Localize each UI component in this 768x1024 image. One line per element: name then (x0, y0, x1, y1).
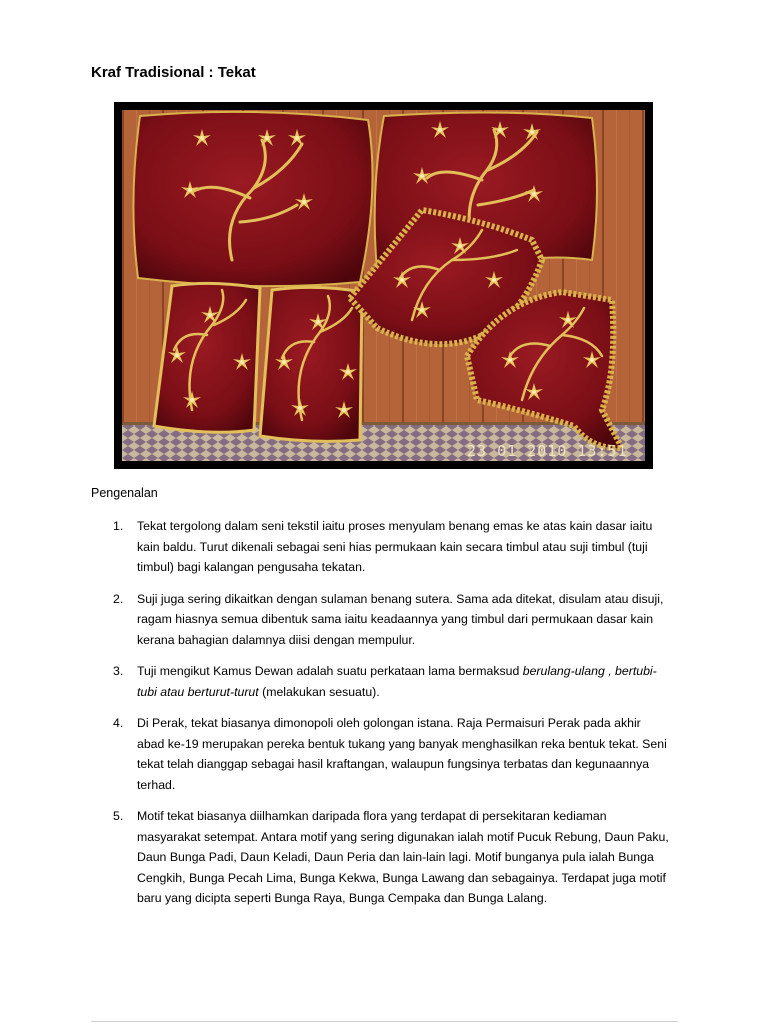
list-number: 2. (113, 591, 124, 606)
tekat-photo (114, 102, 653, 469)
list-text-b: (melakukan sesuatu). (258, 684, 380, 699)
list-text: Di Perak, tekat biasanya dimonopoli oleh golongan istana. Raja Permaisuri Perak pada akhir abad ke-19 merupakan pereka bentuk tukang yang banyak menghasilkan reka bentuk tekat. Seni tekat telah dianggap sebagai hasil kraftangan, walaupun fungsinya terbatas dan kegunaannya terhad. (137, 716, 667, 792)
list-number: 3. (113, 664, 124, 678)
list-item (91, 806, 671, 909)
points-list (91, 516, 671, 920)
list-text-a: Tuji mengikut Kamus Dewan adalah suatu perkataan lama bermaksud (137, 664, 523, 678)
list-number: 5. (113, 809, 124, 823)
list-text: Tekat tergolong dalam seni tekstil iaitu proses menyulam benang emas ke atas kain dasar iaitu kain baldu. Turut dikenali sebagai seni hias permukaan kain secara timbul atau suji timbul (tuji timbul) bagi kalangan pengusaha tekatan. (137, 519, 653, 574)
page-title: Kraf Tradisional : Tekat (91, 64, 256, 81)
list-item (91, 713, 671, 795)
list-number: 4. (113, 716, 124, 730)
list-item (91, 516, 671, 578)
list-text: Suji juga sering dikaitkan dengan sulaman benang sutera. Sama ada ditekat, disulam atau disuji, ragam hiasnya semua dibentuk sama iaitu keadaannya yang timbul dari permukaan dasar kain kerana bahagian dalamnya diisi dengan mempulur. (137, 591, 664, 647)
list-text: Motif tekat biasanya diilhamkan daripada flora yang terdapat di persekitaran kediaman masyarakat setempat. Antara motif yang sering digunakan ialah motif Pucuk Rebung, Daun Paku, Daun Bunga Padi, Daun Keladi, Daun Peria dan lain-lain lagi. Motif bunganya pula ialah Bunga Cengkih, Bunga Pecah Lima, Bunga Kekwa, Bunga Lawang dan sebagainya. Terdapat juga motif baru yang dicipta seperti Bunga Raya, Bunga Cempaka dan Bunga Lalang. (137, 809, 669, 905)
list-item (91, 661, 671, 702)
tekat-photo-illustration (122, 110, 645, 461)
list-number: 1. (113, 519, 124, 533)
page-divider (91, 1021, 678, 1022)
list-item (91, 589, 671, 651)
photo-timestamp: 23 01 2010 13:51 (467, 442, 628, 460)
section-heading: Pengenalan (91, 486, 158, 500)
list-text-italic: berulang-ulang , bertubi-tubi atau berturut-turut (137, 664, 657, 699)
